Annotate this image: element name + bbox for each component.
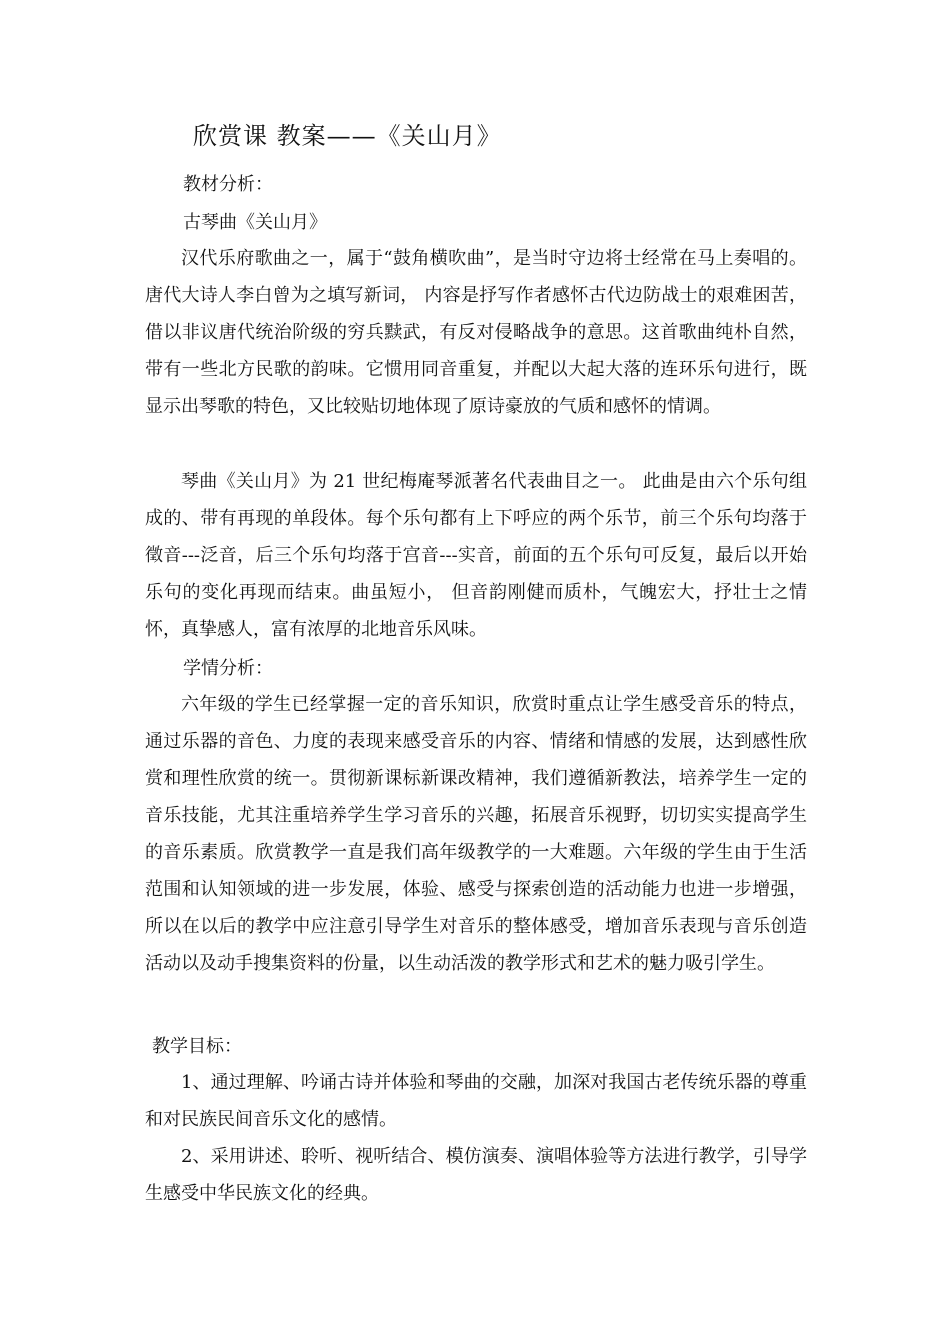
paragraph-structure: 琴曲《关山月》为 21 世纪梅庵琴派著名代表曲目之一。 此曲是由六个乐句组成的、带有再现的单段体。每个乐句都有上下呼应的两个乐节，前三个乐句均落于徵音---泛音，后三个乐句均落于宫音---实音，前面的五个乐句可反复，最后以开始乐句的变化再现而结束。曲虽短小， 但音韵刚健而质朴，气魄宏大，抒壮士之情怀，真挚感人，富有浓厚的北地音乐风味。 [145,471,807,640]
teaching-goal-1: 1、通过理解、吟诵古诗并体验和琴曲的交融，加深对我国古老传统乐器的尊重和对民族民间音乐文化的感情。 [145,1072,807,1130]
paragraph-student-analysis: 六年级的学生已经掌握一定的音乐知识，欣赏时重点让学生感受音乐的特点，通过乐器的音色、力度的表现来感受音乐的内容、情绪和情感的发展，达到感性欣赏和理性欣赏的统一。贯彻新课标新课改精神，我们遵循新教法，培养学生一定的音乐技能，尤其注重培养学生学习音乐的兴趣，拓展音乐视野，切切实实提高学生的音乐素质。欣赏教学一直是我们高年级教学的一大难题。六年级的学生由于生活范围和认知领域的进一步发展，体验、感受与探索创造的活动能力也进一步增强，所以在以后的教学中应注意引导学生对音乐的整体感受，增加音乐表现与音乐创造活动以及动手搜集资料的份量，以生动活泼的教学形式和艺术的魅力吸引学生。 [145,694,807,974]
teaching-goal-2: 2、采用讲述、聆听、视听结合、模仿演奏、演唱体验等方法进行教学，引导学生感受中华民族文化的经典。 [145,1146,807,1204]
section-heading-materials-analysis: 教材分析： [183,174,273,195]
section-heading-teaching-goals: 教学目标： [152,1036,242,1057]
piece-name: 古琴曲《关山月》 [183,212,327,233]
document-title: 欣赏课 教案——《关山月》 [193,122,502,150]
section-heading-student-analysis: 学情分析： [183,658,273,679]
paragraph-history: 汉代乐府歌曲之一，属于“鼓角横吹曲”，是当时守边将士经常在马上奏唱的。 唐代大诗人李白曾为之填写新词， 内容是抒写作者感怀古代边防战士的艰难困苦，借以非议唐代统治阶级的穷兵黩武，有反对侵略战争的意思。这首歌曲纯朴自然，带有一些北方民歌的韵味。它惯用同音重复，并配以大起大落的连环乐句进行，既显示出琴歌的特色，又比较贴切地体现了原诗豪放的气质和感怀的情调。 [145,248,807,417]
